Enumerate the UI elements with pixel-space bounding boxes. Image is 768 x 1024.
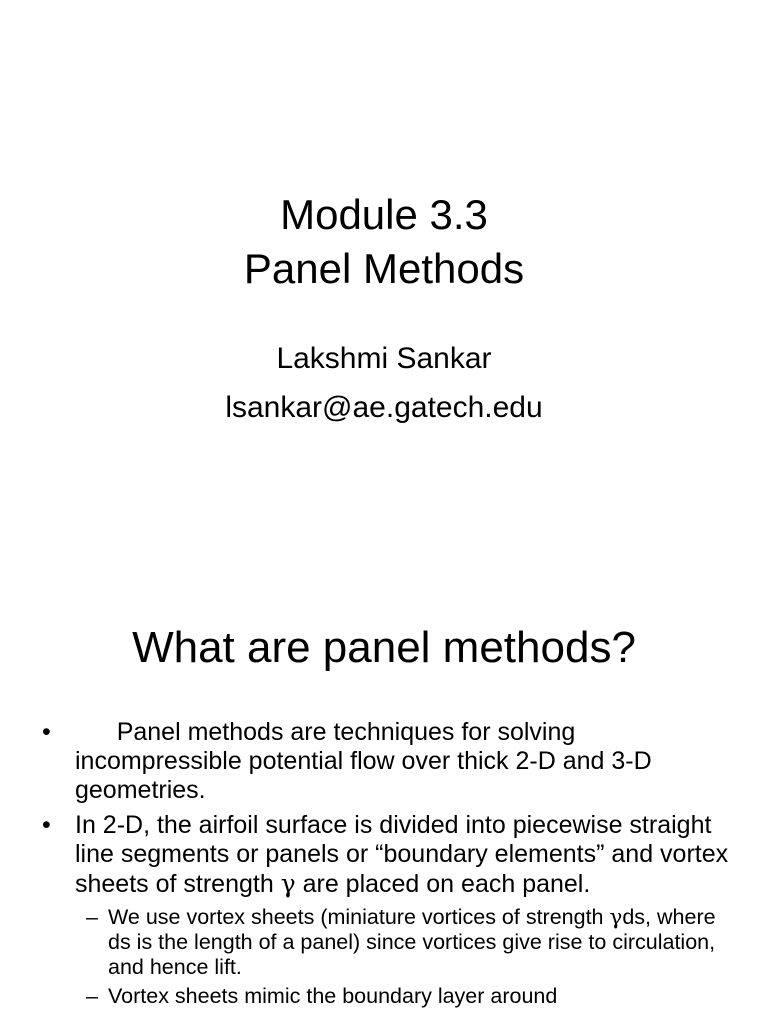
list-item — [0, 905, 768, 980]
subbullet-marker: – — [86, 984, 98, 1008]
bullet-marker: • — [42, 718, 51, 746]
bullet-text: Panel methods are techniques for solving incompressible potential flow over thick 2-D and 3-D geometries. — [75, 718, 659, 804]
bullet-text: are placed on each panel. — [295, 870, 591, 898]
slide-title — [0, 188, 768, 296]
bullet-list — [0, 718, 768, 1013]
author-info — [0, 334, 768, 432]
gamma-symbol: γ — [609, 905, 623, 930]
subbullet-text: We use vortex sheets (miniature vortices of strength — [108, 905, 610, 929]
module-number: Module 3.3 — [280, 191, 488, 238]
author-name: Lakshmi Sankar — [276, 342, 492, 375]
subbullet-marker: – — [86, 905, 98, 929]
bullet-text: In 2-D, the airfoil surface is divided into piecewise straight line segments or panels or “boundary elements” and vortex sheets of strength — [75, 811, 729, 898]
list-item — [0, 984, 768, 1009]
subbullet-text: ds, where ds is the length of a panel) since vortices give rise to circulation, and hence lift. — [108, 905, 716, 979]
list-item — [0, 718, 768, 805]
slide-heading: What are panel methods? — [132, 623, 636, 672]
content-slide — [0, 576, 768, 1024]
subbullet-text: Vortex sheets mimic the boundary layer around — [108, 984, 558, 1008]
gamma-symbol: γ — [280, 869, 296, 898]
module-name: Panel Methods — [243, 245, 525, 292]
bullet-marker: • — [42, 811, 51, 839]
author-email: lsankar@ae.gatech.edu — [225, 391, 543, 424]
list-item — [0, 811, 768, 899]
